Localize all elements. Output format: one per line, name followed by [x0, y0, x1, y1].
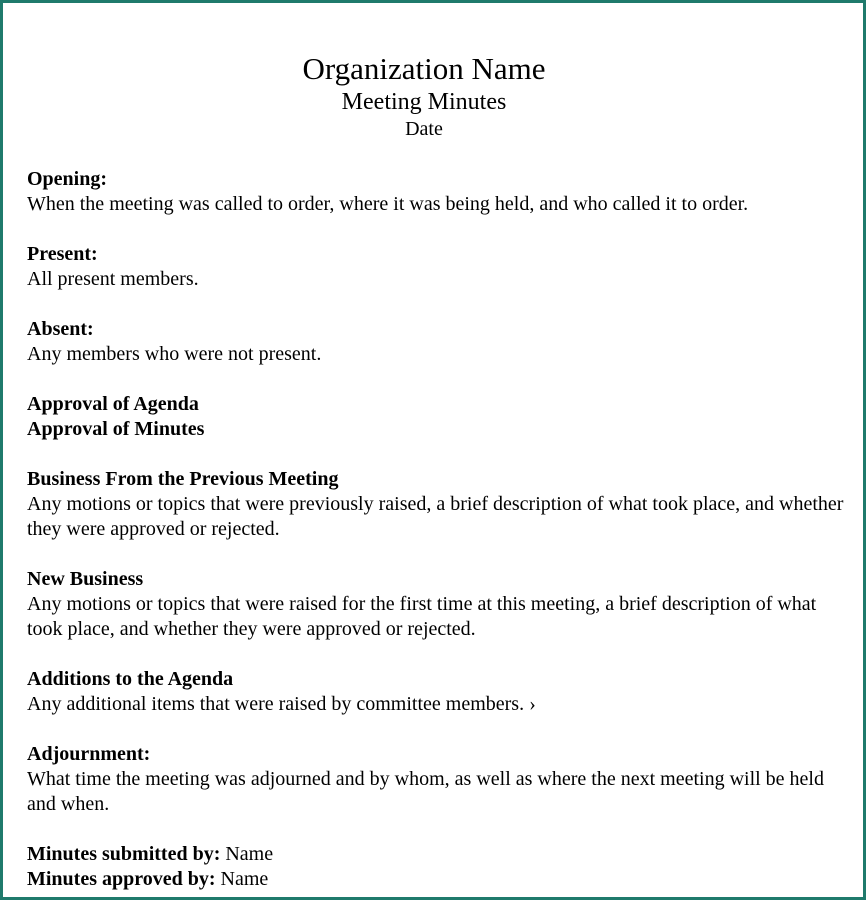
section-body: When the meeting was called to order, where it was being held, and who called it to order. — [27, 193, 749, 215]
section-heading: Business From the Previous Meeting — [27, 468, 339, 490]
section-body: Any additional items that were raised by committee members. › — [27, 693, 536, 715]
document-header — [3, 51, 845, 141]
section-previous-business — [27, 467, 847, 542]
section-body: All present members. — [27, 268, 199, 290]
section-body: Any members who were not present. — [27, 343, 322, 365]
minutes-submitted-value: Name — [225, 843, 274, 865]
section-heading: Adjournment: — [27, 743, 151, 765]
section-heading: Additions to the Agenda — [27, 668, 234, 690]
document-date: Date — [405, 118, 443, 140]
approval-of-minutes-heading: Approval of Minutes — [27, 418, 205, 440]
section-opening — [27, 167, 847, 217]
section-heading: New Business — [27, 568, 144, 590]
section-additions — [27, 667, 847, 717]
minutes-submitted-line — [27, 842, 847, 867]
section-heading: Opening: — [27, 168, 108, 190]
minutes-approved-value: Name — [220, 868, 269, 890]
section-heading: Absent: — [27, 318, 94, 340]
section-body: What time the meeting was adjourned and by whom, as well as where the next meeting will be held and when. — [27, 768, 824, 815]
section-absent — [27, 317, 847, 367]
minutes-approved-line — [27, 867, 847, 892]
section-body: Any motions or topics that were raised for the first time at this meeting, a brief description of what took place, and whether they were approved or rejected. — [27, 593, 817, 640]
section-present — [27, 242, 847, 292]
approval-of-agenda-heading: Approval of Agenda — [27, 393, 199, 415]
document-page — [27, 51, 847, 917]
minutes-submitted-label: Minutes submitted by: — [27, 843, 221, 865]
minutes-approved-label: Minutes approved by: — [27, 868, 216, 890]
minutes-sections — [27, 167, 847, 892]
section-approvals — [27, 392, 847, 442]
organization-name: Organization Name — [302, 51, 546, 86]
section-body: Any motions or topics that were previously raised, a brief description of what took place, and whether they were approved or rejected. — [27, 493, 844, 540]
section-heading: Present: — [27, 243, 98, 265]
document-title: Meeting Minutes — [341, 89, 507, 115]
section-adjournment — [27, 742, 847, 817]
section-signatures — [27, 842, 847, 892]
section-new-business — [27, 567, 847, 642]
